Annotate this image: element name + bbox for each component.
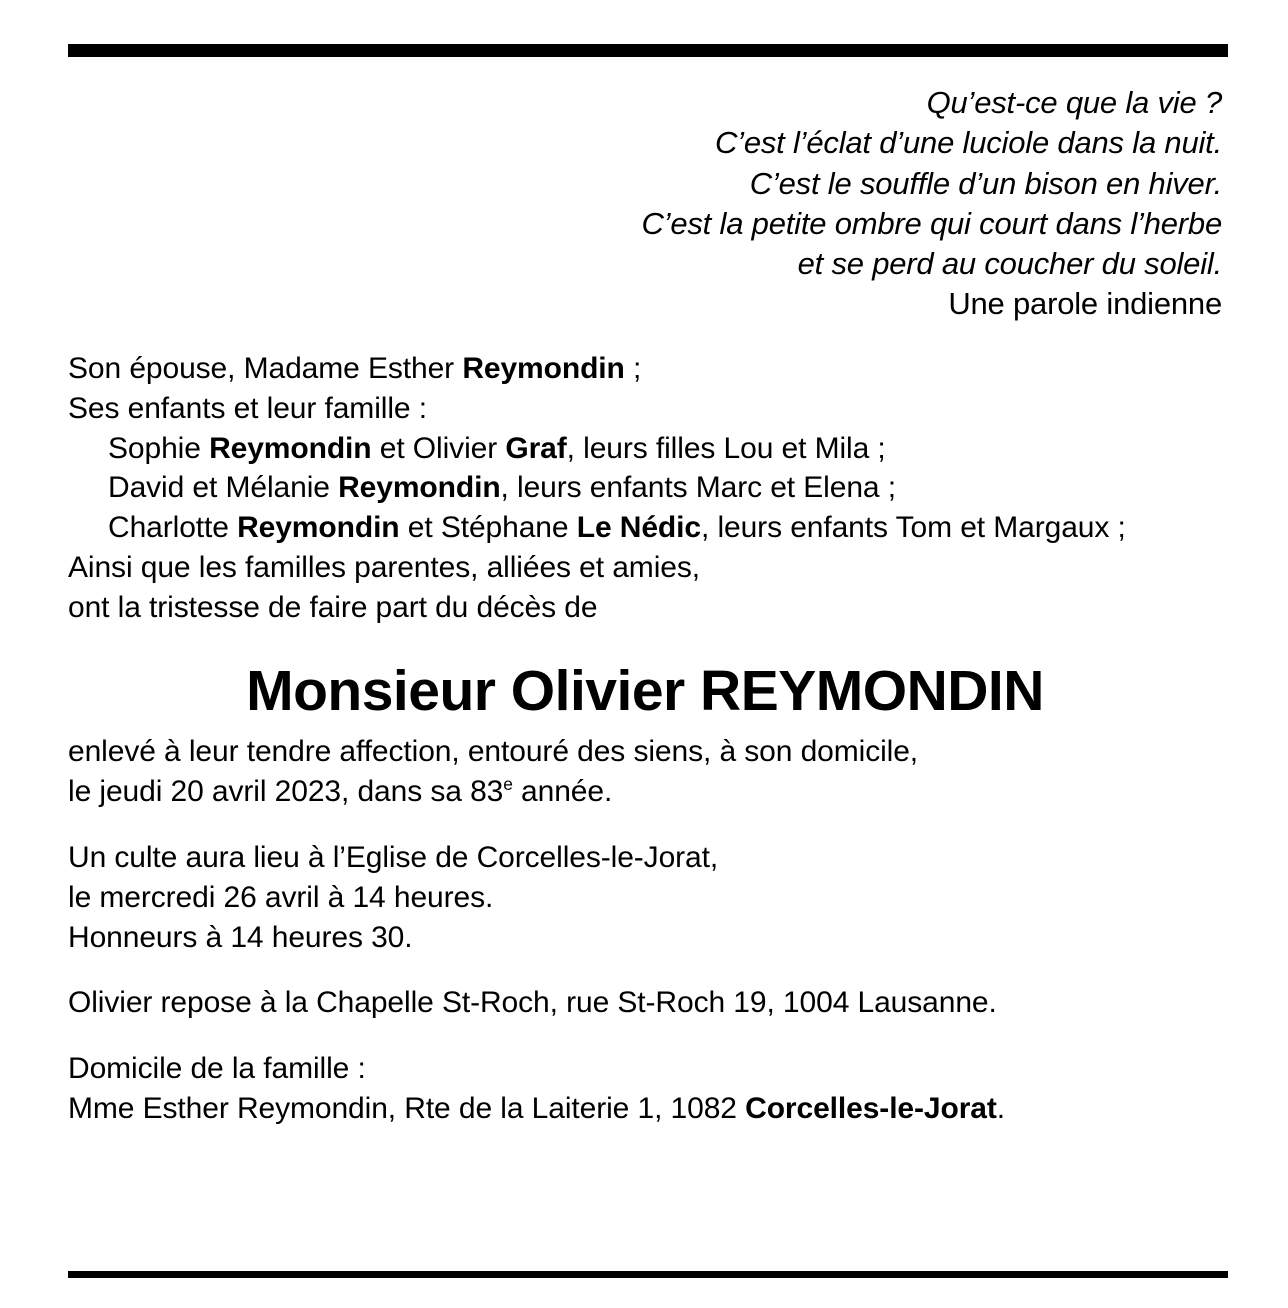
children-intro-line: Ses enfants et leur famille : <box>68 391 427 425</box>
service-line-3: Honneurs à 14 heures 30. <box>68 920 413 954</box>
address-line <box>68 1089 1232 1129</box>
death-line-2 <box>68 772 1232 812</box>
poem-attribution: Une parole indienne <box>948 286 1222 322</box>
death-date-suffix: année. <box>512 774 613 808</box>
repose-details <box>68 983 1232 1023</box>
death-date-prefix: le jeudi 20 avril 2023, dans sa 83 <box>68 774 504 808</box>
death-details <box>68 732 1232 812</box>
announcement-line: ont la tristesse de faire part du décès de <box>68 591 598 625</box>
service-line-1: Un culte aura lieu à l’Eglise de Corcelles-le-Jorat, <box>68 840 719 874</box>
poem-block <box>68 83 1222 325</box>
deceased-name: Monsieur Olivier REYMONDIN <box>246 659 1044 724</box>
child-line-1 <box>68 429 1232 469</box>
address-part-c: . <box>996 1092 1006 1126</box>
spouse-surname: Reymondin <box>462 351 625 385</box>
child1-part-c: et Olivier <box>371 431 506 465</box>
child2-part-a: David et Mélanie <box>108 471 339 505</box>
service-line-2: le mercredi 26 avril à 14 heures. <box>68 880 494 914</box>
child1-part-a: Sophie <box>108 431 210 465</box>
relatives-line: Ainsi que les familles parentes, alliées et amies, <box>68 551 700 585</box>
child-line-3 <box>68 508 1232 548</box>
child3-part-c: et Stéphane <box>399 511 577 545</box>
child-line-2 <box>68 468 1232 508</box>
child1-surname: Reymondin <box>209 431 372 465</box>
top-divider <box>68 44 1228 57</box>
spouse-line <box>68 349 1232 389</box>
spouse-prefix: Son épouse, Madame Esther <box>68 351 463 385</box>
child3-part-a: Charlotte <box>108 511 238 545</box>
child1-partner-surname: Graf <box>505 431 567 465</box>
poem-line: C’est la petite ombre qui court dans l’herbe <box>641 205 1222 241</box>
child2-part-c: , leurs enfants Marc et Elena ; <box>500 471 896 505</box>
poem-line: et se perd au coucher du soleil. <box>797 246 1222 282</box>
family-address <box>68 1049 1232 1129</box>
child3-surname: Reymondin <box>237 511 400 545</box>
spouse-suffix: ; <box>624 351 642 385</box>
address-part-a: Mme Esther Reymondin, Rte de la Laiterie 1, 1082 <box>68 1092 746 1126</box>
repose-line: Olivier repose à la Chapelle St-Roch, rue St-Roch 19, 1004 Lausanne. <box>68 986 997 1020</box>
death-line-1: enlevé à leur tendre affection, entouré des siens, à son domicile, <box>68 735 919 769</box>
bottom-divider <box>68 1271 1228 1278</box>
child2-surname: Reymondin <box>338 471 501 505</box>
service-details <box>68 838 1232 958</box>
address-locality: Corcelles-le-Jorat <box>745 1092 997 1126</box>
address-label: Domicile de la famille : <box>68 1052 366 1086</box>
child1-part-e: , leurs filles Lou et Mila ; <box>566 431 886 465</box>
ordinal-suffix: e <box>503 773 513 794</box>
poem-line: C’est le souffle d’un bison en hiver. <box>749 165 1222 201</box>
child3-part-e: , leurs enfants Tom et Margaux ; <box>700 511 1126 545</box>
family-block <box>68 349 1232 628</box>
poem-line: Qu’est-ce que la vie ? <box>926 85 1222 120</box>
layout-spacer <box>68 1129 1232 1257</box>
child3-partner-surname: Le Nédic <box>576 511 701 545</box>
poem-line: C’est l’éclat d’une luciole dans la nuit. <box>714 125 1222 161</box>
